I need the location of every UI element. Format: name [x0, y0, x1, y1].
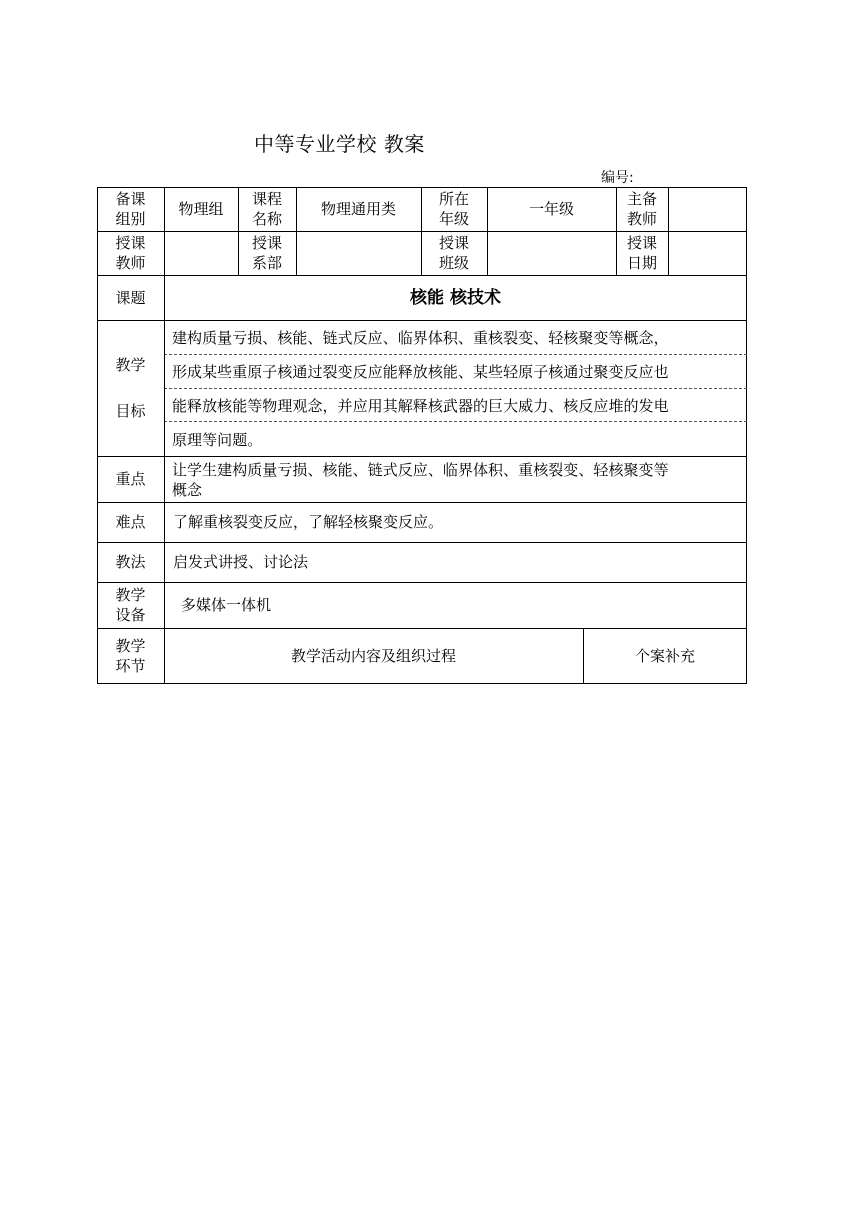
prep-group-value: 物理组: [178, 200, 224, 218]
document-title: 中等专业学校 教案: [254, 132, 425, 156]
method-value: 启发式讲授、讨论法: [173, 553, 309, 571]
row-divider: [97, 456, 747, 457]
process-label: 教学 环节: [115, 637, 146, 675]
date-label: 授课 日期: [626, 234, 657, 272]
goal-line: 能释放核能等物理观念，并应用其解释核武器的巨大威力、核反应堆的发电: [172, 397, 669, 415]
class-value: [487, 231, 616, 275]
department-value: [296, 231, 421, 275]
chief-teacher-label: 主备 教师: [626, 190, 657, 228]
document-number-label: 编号:: [601, 170, 634, 186]
class-label: 授课 班级: [438, 234, 469, 272]
grade-value: 一年级: [528, 200, 574, 218]
goal-line-separator: [164, 388, 747, 389]
activity-header: 教学活动内容及组织过程: [290, 647, 456, 665]
key-points-line: 让学生建构质量亏损、核能、链式反应、临界体积、重核裂变、轻核聚变等: [172, 461, 669, 479]
key-points-line: 概念: [172, 481, 203, 499]
department-label: 授课 系部: [251, 234, 282, 272]
equipment-value: 多媒体一体机: [181, 596, 272, 614]
key-points-label: 重点: [115, 470, 146, 488]
teacher-value: [164, 231, 238, 275]
goal-line-separator: [164, 421, 747, 422]
goals-label: 教学 目标: [115, 356, 146, 420]
row-divider: [97, 320, 747, 321]
supplement-header: 个案补充: [634, 647, 695, 665]
method-label: 教法: [115, 553, 146, 571]
goal-line-separator: [164, 354, 747, 355]
prep-group-label: 备课 组别: [115, 190, 146, 228]
date-value: [668, 231, 747, 275]
chief-teacher-value: [668, 187, 747, 231]
difficulties-label: 难点: [115, 513, 146, 531]
goal-line: 建构质量亏损、核能、链式反应、临界体积、重核裂变、轻核聚变等概念，: [172, 329, 669, 347]
course-name-value: 物理通用类: [320, 200, 396, 218]
goal-line: 原理等问题。: [172, 431, 263, 449]
grade-label: 所在 年级: [438, 190, 469, 228]
teacher-label: 授课 教师: [115, 234, 146, 272]
equipment-label: 教学 设备: [115, 586, 146, 624]
difficulties-value: 了解重核裂变反应，了解轻核聚变反应。: [173, 513, 444, 531]
topic-label: 课题: [115, 288, 146, 307]
goal-line: 形成某些重原子核通过裂变反应能释放核能、某些轻原子核通过聚变反应也: [172, 363, 669, 381]
course-name-label: 课程 名称: [251, 190, 282, 228]
topic-value: 核能 核技术: [410, 287, 501, 308]
